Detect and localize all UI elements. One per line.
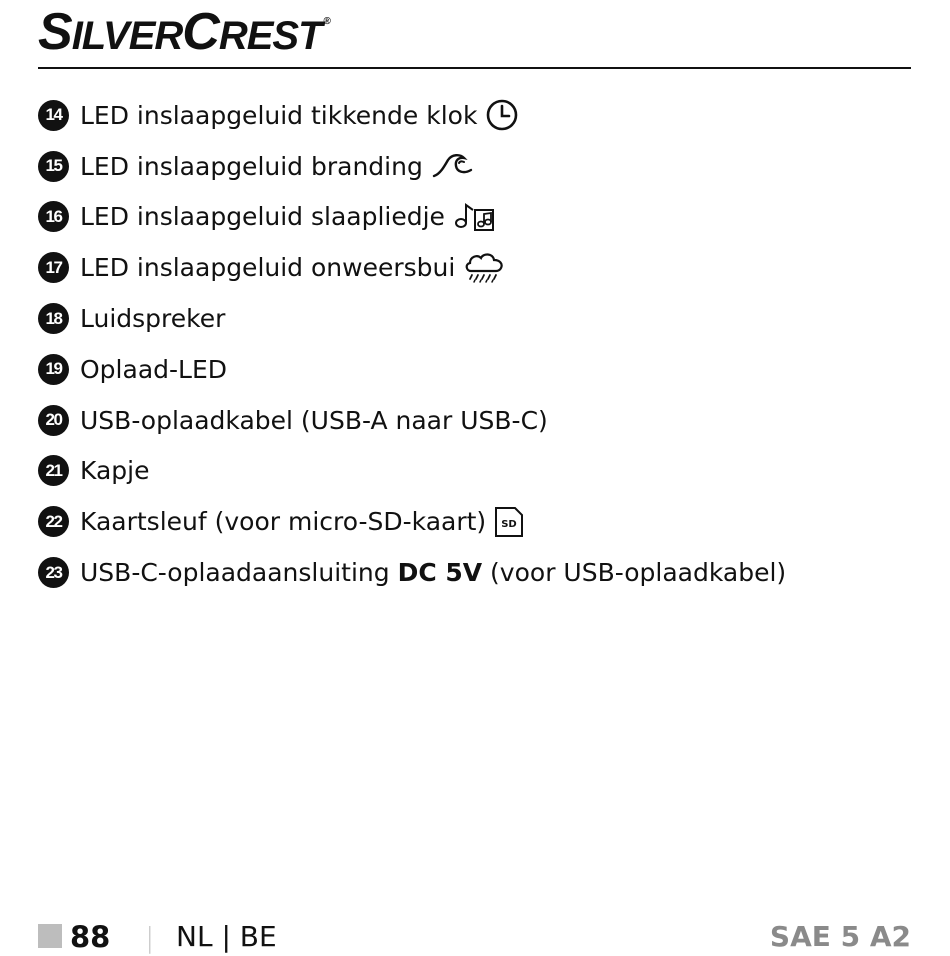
- item-text: LED inslaapgeluid branding: [80, 151, 423, 181]
- item-text: Kaartsleuf (voor micro-SD-kaart): [80, 507, 487, 537]
- item-number: 22: [38, 506, 69, 537]
- page-footer: [38, 920, 911, 956]
- brand-logo: SILVERCREST ®: [38, 3, 330, 61]
- item-number: 23: [38, 557, 69, 588]
- list-item: [38, 344, 911, 395]
- item-number: 20: [38, 405, 69, 436]
- item-text: Oplaad-LED: [80, 354, 227, 384]
- item-text: Kapje: [80, 456, 150, 486]
- list-item: [38, 547, 911, 598]
- item-text: LED inslaapgeluid slaapliedje: [80, 202, 445, 232]
- item-number: 17: [38, 252, 69, 283]
- footer-model: SAE 5 A2: [769, 920, 911, 953]
- item-text: Luidspreker: [80, 304, 226, 334]
- list-item: [38, 496, 911, 547]
- wave-icon: [431, 151, 475, 181]
- list-item: [38, 293, 911, 344]
- footer-marker: [38, 924, 62, 948]
- page-number: 88: [70, 920, 111, 954]
- item-text: LED inslaapgeluid onweersbui: [80, 253, 456, 283]
- item-number: 16: [38, 201, 69, 232]
- list-item: [38, 90, 911, 141]
- item-text: LED inslaapgeluid tikkende klok: [80, 100, 478, 130]
- list-item: [38, 192, 911, 243]
- sd-card-icon: [494, 506, 524, 538]
- music-notes-icon: [453, 201, 497, 233]
- footer-language: NL | BE: [176, 920, 277, 953]
- list-item: [38, 395, 911, 446]
- item-text: USB-C-oplaadaansluiting DC 5V (voor USB-oplaadkabel): [80, 558, 787, 588]
- item-number: 15: [38, 151, 69, 182]
- list-item: [38, 141, 911, 192]
- item-text: USB-oplaadkabel (USB-A naar USB-C): [80, 405, 548, 435]
- item-number: 19: [38, 354, 69, 385]
- rain-cloud-icon: [463, 251, 505, 285]
- list-item: [38, 446, 911, 497]
- component-list: [38, 90, 911, 598]
- footer-separator: |: [145, 921, 155, 954]
- svg-text:SD: SD: [501, 518, 517, 530]
- list-item: [38, 242, 911, 293]
- header-rule: [38, 67, 911, 69]
- item-number: 21: [38, 455, 69, 486]
- item-number: 14: [38, 100, 69, 131]
- clock-icon: [485, 98, 519, 132]
- item-number: 18: [38, 303, 69, 334]
